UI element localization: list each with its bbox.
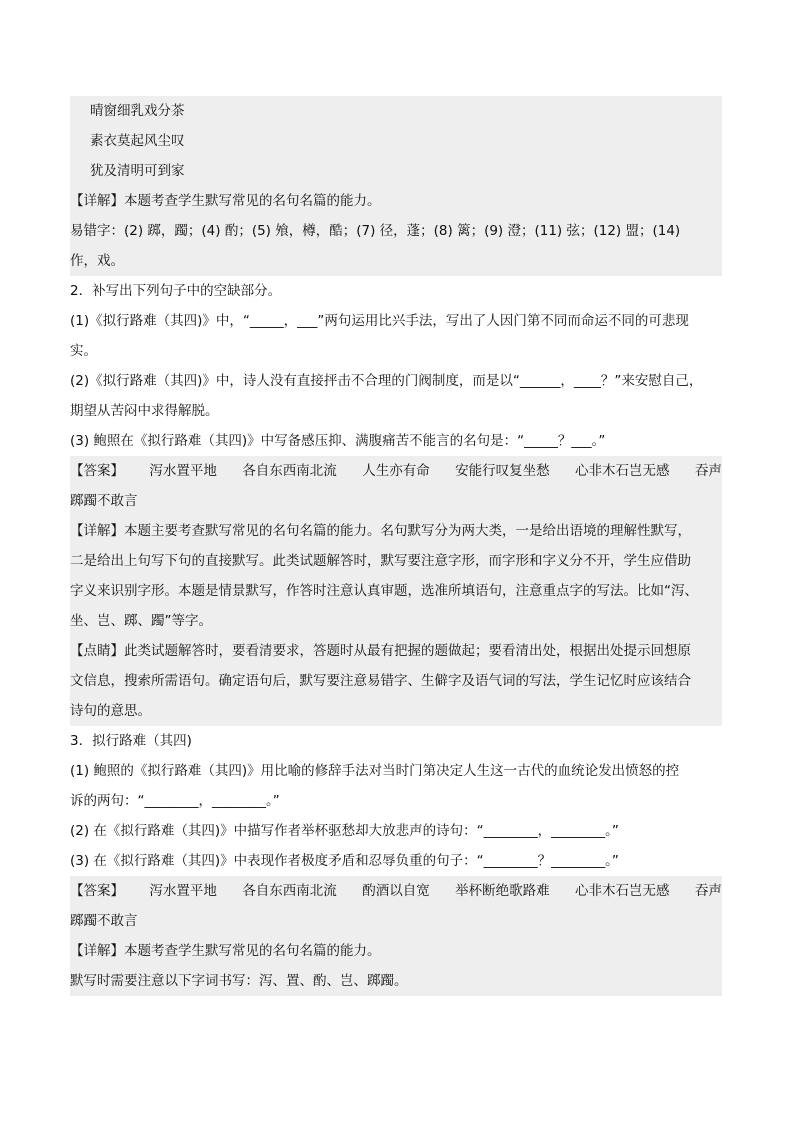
poem-line: 素衣莫起风尘叹 <box>90 133 185 149</box>
typo-text: 易错字：(2) 踯，躅；(4) 酌；(5) 飧，樽，酷；(7) 径，蓬；(8) 篱；(9) 澄；(11) 弦；(12) 盟；(14) <box>70 223 681 239</box>
answer-line <box>70 456 722 486</box>
answer-item: 酌酒以自宽 <box>362 883 430 899</box>
detail-text: 二是给出上句写下句的直接默写。此类试题解答时，默写要注意字形，而字形和字义分不开，学生应借助 <box>70 553 691 569</box>
typo-text: 作，戏。 <box>70 253 124 269</box>
answer-label: 【答案】 <box>70 883 124 899</box>
question-text: 诉的两句：“________，________。” <box>70 793 280 809</box>
answer-item: 吞声 <box>694 463 722 479</box>
answer-item: 各自东西南北流 <box>242 883 337 899</box>
question-text: 实。 <box>70 343 97 359</box>
answer-label: 【答案】 <box>70 463 124 479</box>
question-text: (1) 鲍照的《拟行路难（其四)》用比喻的修辞手法对当时门第决定人生这一古代的血统论发出愤怒的控 <box>70 763 680 779</box>
question-text: (2) 在《拟行路难（其四)》中描写作者举杯驱愁却大放悲声的诗句：“________，________。” <box>70 823 619 839</box>
question-text: (3) 鲍照在《拟行路难（其四)》中写备感压抑、满腹痛苦不能言的名句是：“_____？___。” <box>70 433 606 449</box>
answer-item: 泻水置平地 <box>149 883 217 899</box>
answer-block-2 <box>70 456 722 726</box>
answer-tail: 踯躅不敢言 <box>70 913 138 929</box>
answer-line <box>70 876 722 906</box>
answer-item: 心非木石岂无感 <box>575 883 670 899</box>
tip-text: 【点睛】此类试题解答时，要看清要求，答题时从最有把握的题做起；要看清出处，根据出处提示回想原 <box>70 643 691 659</box>
detail-text: 【详解】本题考查学生默写常见的名句名篇的能力。 <box>70 193 381 209</box>
detail-text: 字义来识别字形。本题是情景默写，作答时注意认真审题，选准所填语句，注意重点字的写法。比如“泻、 <box>70 583 698 599</box>
answer-item: 吞声 <box>694 883 722 899</box>
answer-tail: 踯躅不敢言 <box>70 493 138 509</box>
question-2-title: 2．补写出下列句子中的空缺部分。 <box>70 283 282 299</box>
answer-item: 心非木石岂无感 <box>575 463 670 479</box>
question-text: 期望从苦闷中求得解脱。 <box>70 403 219 419</box>
detail-text: 【详解】本题考查学生默写常见的名句名篇的能力。 <box>70 943 381 959</box>
poem-line: 犹及清明可到家 <box>90 163 185 179</box>
tip-text: 诗句的意思。 <box>70 703 151 719</box>
question-text: (1)《拟行路难（其四)》中，“_____，___”两句运用比兴手法，写出了人因门第不同而命运不同的可悲现 <box>70 313 689 329</box>
question-3-title: 3．拟行路难（其四) <box>70 733 192 749</box>
detail-text: 【详解】本题主要考查默写常见的名句名篇的能力。名句默写分为两大类，一是给出语境的理解性默写， <box>70 523 691 539</box>
tip-text: 文信息，搜索所需语句。确定语句后，默写要注意易错字、生僻字及语气词的写法，学生记忆时应该结合 <box>70 673 691 689</box>
answer-item: 人生亦有命 <box>362 463 430 479</box>
question-text: (2)《拟行路难（其四)》中，诗人没有直接抨击不合理的门阀制度，而是以“______，____？”来安慰自己， <box>70 373 703 389</box>
poem-line: 晴窗细乳戏分茶 <box>90 103 185 119</box>
answer-item: 各自东西南北流 <box>242 463 337 479</box>
answer-block-3 <box>70 876 722 996</box>
answer-item: 泻水置平地 <box>149 463 217 479</box>
answer-item: 举杯断绝歌路难 <box>455 883 550 899</box>
detail-text: 默写时需要注意以下字词书写：泻、置、酌、岂、踯躅。 <box>70 973 408 989</box>
question-text: (3) 在《拟行路难（其四)》中表现作者极度矛盾和忍辱负重的句子：“________？________。” <box>70 853 619 869</box>
detail-text: 坐、岂、踯、躅”等字。 <box>70 613 212 629</box>
answer-block-1 <box>70 96 722 276</box>
document-page <box>70 96 722 996</box>
answer-item: 安能行叹复坐愁 <box>455 463 550 479</box>
